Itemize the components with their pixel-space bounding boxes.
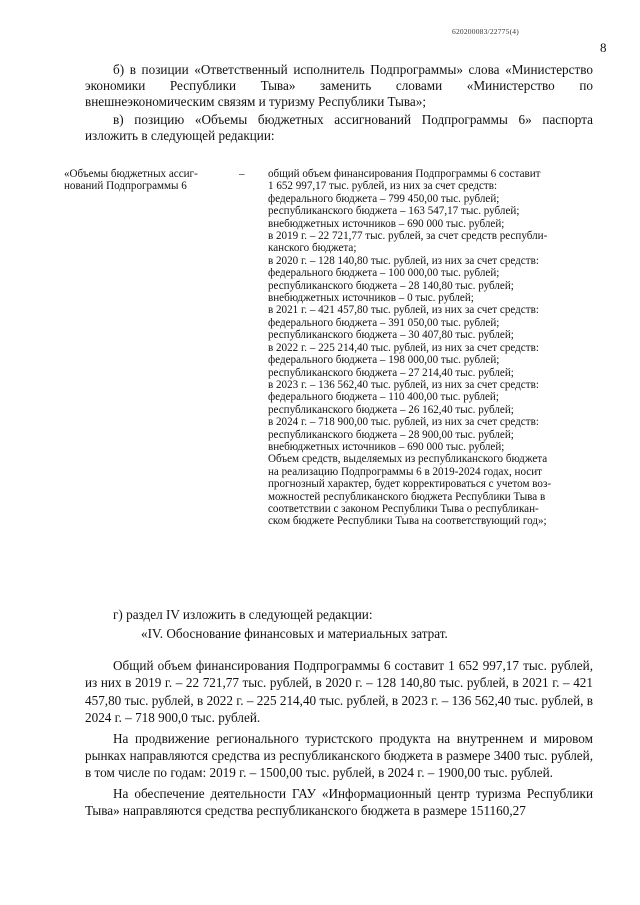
right-line: в 2024 г. – 718 900,00 тыс. рублей, из них за счет средств:	[268, 416, 539, 429]
body-paragraph-2: На продвижение регионального туристского продукта на внутреннем и мировом рынках направляются средства из республиканского бюджета в размере 3400 тыс. рублей, в том числе по годам: 2019 г. – 1500,00 тыс. рублей, в 2024 г. – 1900,00 тыс. рублей.	[85, 730, 593, 781]
right-line: федерального бюджета – 100 000,00 тыс. рублей;	[268, 267, 500, 280]
right-line: 1 652 997,17 тыс. рублей, из них за счет средств:	[268, 180, 498, 193]
right-line: республиканского бюджета – 28 140,80 тыс. рублей;	[268, 279, 514, 292]
left-line-2: нований Подпрограммы 6	[64, 180, 187, 193]
right-line: канского бюджета;	[268, 242, 357, 255]
paragraph-v: в) позицию «Объемы бюджетных ассигнований Подпрограммы 6» паспорта изложить в следующей редакции:	[85, 112, 593, 143]
right-line: федерального бюджета – 799 450,00 тыс. рублей;	[268, 192, 500, 205]
right-line: в 2019 г. – 22 721,77 тыс. рублей, за счет средств республи-	[268, 230, 548, 243]
right-line: республиканского бюджета – 30 407,80 тыс. рублей;	[268, 329, 514, 342]
page-number: 8	[600, 40, 607, 55]
document-id: 620200083/22775(4)	[452, 27, 519, 36]
right-line: Объем средств, выделяемых из республиканского бюджета	[268, 453, 548, 466]
section-heading: «IV. Обоснование финансовых и материальных затрат.	[141, 626, 448, 641]
right-line: внебюджетных источников – 0 тыс. рублей;	[268, 292, 474, 305]
right-line: общий объем финансирования Подпрограммы 6 составит	[268, 168, 541, 180]
right-line: республиканского бюджета – 163 547,17 тыс. рублей;	[268, 205, 520, 218]
right-line: федерального бюджета – 198 000,00 тыс. рублей;	[268, 354, 500, 367]
right-line: внебюджетных источников – 690 000 тыс. рублей;	[268, 217, 505, 230]
right-line: республиканского бюджета – 28 900,00 тыс. рублей;	[268, 428, 514, 441]
table-dash: –	[239, 168, 245, 180]
right-line: федерального бюджета – 110 400,00 тыс. рублей;	[268, 391, 499, 404]
right-line: ском бюджете Республики Тыва на соответствующий год»;	[268, 515, 547, 528]
right-line: федерального бюджета – 391 050,00 тыс. рублей;	[268, 316, 500, 329]
right-line: соответствии с законом Республики Тыва о республикан-	[268, 502, 539, 515]
intro-section	[85, 62, 593, 144]
right-line: прогнозный характер, будет корректироваться с учетом воз-	[268, 478, 552, 491]
body-section	[85, 657, 593, 820]
right-line: республиканского бюджета – 26 162,40 тыс. рублей;	[268, 403, 514, 416]
table-right-cell	[268, 168, 604, 528]
right-line: в 2020 г. – 128 140,80 тыс. рублей, из них за счет средств:	[268, 254, 539, 267]
table-left-cell	[64, 168, 229, 193]
right-line: республиканского бюджета – 27 214,40 тыс. рублей;	[268, 366, 514, 379]
right-line: на реализацию Подпрограммы 6 в 2019-2024 годах, носит	[268, 465, 542, 478]
paragraph-b: б) в позиции «Ответственный исполнитель Подпрограммы» слова «Министерство экономики Республики Тыва» заменить словами «Министерство по внешнеэкономическим связям и туризму Республики Тыва»;	[85, 62, 593, 109]
body-paragraph-3: На обеспечение деятельности ГАУ «Информационный центр туризма Республики Тыва» направляются средства республиканского бюджета в размере 151160,27	[85, 785, 593, 819]
body-paragraph-1: Общий объем финансирования Подпрограммы 6 составит 1 652 997,17 тыс. рублей, из них в 2019 г. – 22 721,77 тыс. рублей, в 2020 г. – 128 140,80 тыс. рублей, в 2021 г. – 421 457,80 тыс. рублей, в 2022 г. – 225 214,40 тыс. рублей, в 2023 г. – 136 562,40 тыс. рублей, в 2024 г. – 718 900,0 тыс. рублей.	[85, 658, 593, 726]
right-line: можностей республиканского бюджета Республики Тыва в	[268, 490, 546, 503]
right-line: в 2023 г. – 136 562,40 тыс. рублей, из них за счет средств:	[268, 378, 539, 391]
right-line: в 2022 г. – 225 214,40 тыс. рублей, из них за счет средств:	[268, 341, 539, 354]
paragraph-g: г) раздел IV изложить в следующей редакции:	[113, 607, 373, 622]
left-line-1: «Объемы бюджетных ассиг-	[64, 168, 198, 180]
right-line: внебюджетных источников – 690 000 тыс. рублей;	[268, 440, 505, 453]
right-line: в 2021 г. – 421 457,80 тыс. рублей, из них за счет средств:	[268, 304, 539, 317]
